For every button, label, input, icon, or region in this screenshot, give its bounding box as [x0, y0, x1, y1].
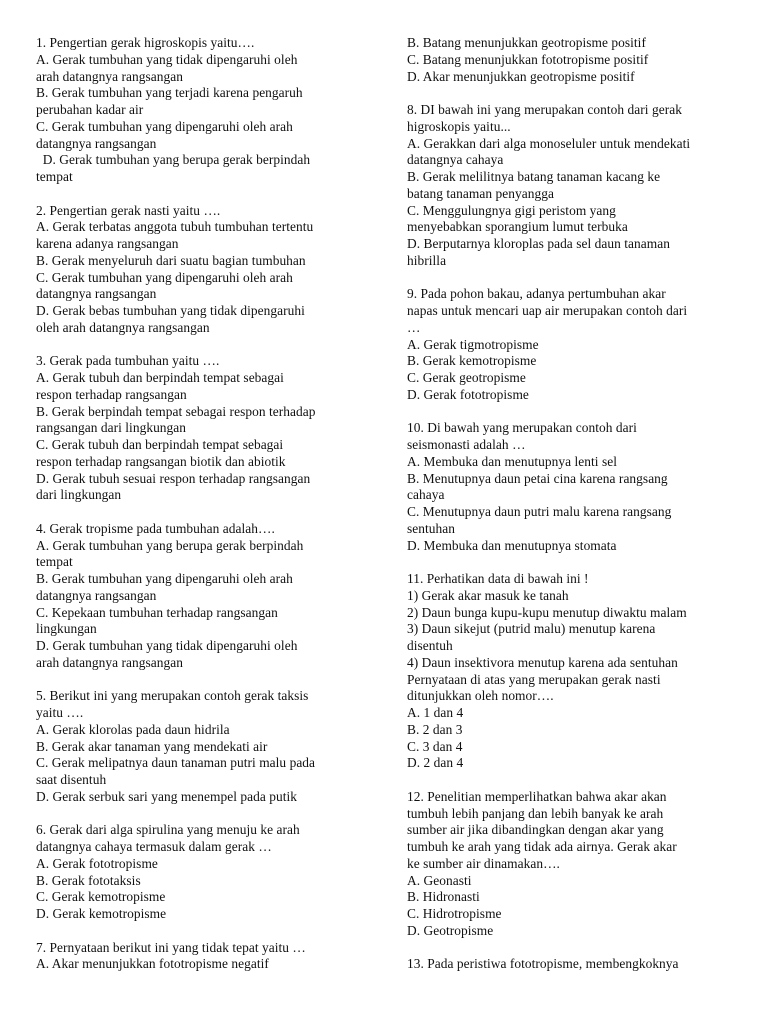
- text-line: datangnya rangsangan: [36, 286, 157, 302]
- paragraph-gap: [407, 940, 737, 957]
- text-line: 7. Pernyataan berikut ini yang tidak tepat yaitu …: [36, 939, 306, 955]
- text-line: tempat: [36, 554, 73, 570]
- text-line: D. Gerak tumbuhan yang berupa gerak berpindah: [36, 152, 311, 168]
- text-line: ke sumber air dinamakan….: [407, 855, 560, 871]
- text-line: karena adanya rangsangan: [36, 236, 179, 251]
- text-line: 10. Di bawah yang merupakan contoh dari: [407, 420, 637, 436]
- text-line: 1) Gerak akar masuk ke tanah: [407, 587, 569, 603]
- text-line: C. Hidrotropisme: [407, 906, 502, 921]
- text-line: A. Gerak klorolas pada daun hidrila: [36, 721, 230, 737]
- right-column: [407, 35, 737, 973]
- text-line: A. Akar menunjukkan fototropisme negatif: [36, 956, 269, 972]
- text-line: A. Gerak tumbuhan yang berupa gerak berpindah: [36, 537, 304, 553]
- text-line: datangnya rangsangan: [36, 135, 157, 151]
- text-line: respon terhadap rangsangan: [36, 386, 187, 402]
- text-line: lingkungan: [36, 621, 97, 637]
- text-line: D. Gerak tumbuhan yang tidak dipengaruhi oleh: [36, 638, 298, 653]
- text-line: C. Gerak tubuh dan berpindah tempat sebagai: [36, 437, 284, 452]
- text-line: ditunjukkan oleh nomor….: [407, 688, 554, 704]
- text-line: C. Batang menunjukkan fototropisme positif: [407, 51, 649, 67]
- text-line: B. Hidronasti: [407, 889, 480, 905]
- text-line: datangnya cahaya termasuk dalam gerak …: [36, 839, 272, 854]
- text-line: B. Gerak berpindah tempat sebagai respon terhadap: [36, 403, 316, 419]
- text-line: 12. Penelitian memperlihatkan bahwa akar akan: [407, 788, 667, 804]
- text-line: C. Menutupnya daun putri malu karena rangsang: [407, 504, 672, 519]
- text-line: yaitu ….: [36, 705, 84, 720]
- text-line: D. Gerak bebas tumbuhan yang tidak dipengaruhi: [36, 303, 305, 318]
- text-line: D. Akar menunjukkan geotropisme positif: [407, 68, 635, 84]
- text-line: C. Gerak melipatnya daun tanaman putri malu pada: [36, 755, 316, 771]
- text-line: dari lingkungan: [36, 487, 122, 503]
- text-line: Pernyataan di atas yang merupakan gerak nasti: [407, 671, 661, 687]
- text-line: A. Membuka dan menutupnya lenti sel: [407, 453, 618, 469]
- text-line: B. Gerak kemotropisme: [407, 353, 537, 369]
- text-line: napas untuk mencari uap air merupakan contoh dari: [407, 303, 688, 318]
- text-line: batang tanaman penyangga: [407, 185, 554, 201]
- text-line: seismonasti adalah …: [407, 437, 526, 452]
- text-line: B. Batang menunjukkan geotropisme positif: [407, 35, 646, 50]
- text-line: A. Gerak tumbuhan yang tidak dipengaruhi oleh: [36, 51, 298, 67]
- text-line: D. Gerak serbuk sari yang menempel pada putik: [36, 788, 298, 804]
- text-line: B. Gerak tumbuhan yang terjadi karena pengaruh: [36, 85, 303, 101]
- text-line: 4) Daun insektivora menutup karena ada sentuhan: [407, 654, 678, 670]
- text-line: B. Gerak menyeluruh dari suatu bagian tumbuhan: [36, 252, 306, 268]
- paragraph-gap: [36, 923, 356, 940]
- text-line: D. Gerak tubuh sesuai respon terhadap rangsangan: [36, 470, 311, 486]
- text-line: higroskopis yaitu...: [407, 118, 511, 134]
- text-line: …: [407, 319, 421, 335]
- text-line: B. Gerak tumbuhan yang dipengaruhi oleh arah: [36, 571, 293, 586]
- text-line: arah datangnya rangsangan: [36, 68, 183, 84]
- text-line: perubahan kadar air: [36, 102, 144, 117]
- text-line: B. Gerak melilitnya batang tanaman kacang ke: [407, 169, 661, 184]
- text-line: 5. Berikut ini yang merupakan contoh gerak taksis: [36, 688, 309, 704]
- paragraph-gap: [407, 772, 737, 789]
- text-line: 2) Daun bunga kupu-kupu menutup diwaktu malam: [407, 604, 687, 620]
- text-line: respon terhadap rangsangan biotik dan abiotik: [36, 453, 286, 469]
- text-line: C. 3 dan 4: [407, 738, 463, 754]
- left-column: [36, 35, 356, 973]
- text-line: datangnya cahaya: [407, 152, 504, 168]
- text-line: 3. Gerak pada tumbuhan yaitu ….: [36, 353, 220, 369]
- paragraph-gap: [36, 186, 356, 203]
- text-line: 1. Pengertian gerak higroskopis yaitu….: [36, 35, 255, 50]
- text-line: D. Berputarnya kloroplas pada sel daun tanaman: [407, 236, 670, 251]
- text-line: C. Menggulungnya gigi peristom yang: [407, 202, 616, 218]
- text-line: saat disentuh: [36, 772, 107, 787]
- text-line: tumbuh ke arah yang tidak ada airnya. Gerak akar: [407, 839, 677, 854]
- text-line: tumbuh lebih panjang dan lebih banyak ke arah: [407, 805, 664, 821]
- text-line: 3) Daun sikejut (putrid malu) menutup karena: [407, 621, 656, 637]
- text-line: C. Gerak geotropisme: [407, 370, 526, 385]
- text-line: datangnya rangsangan: [36, 587, 157, 603]
- paragraph-gap: [407, 270, 737, 287]
- text-line: 11. Perhatikan data di bawah ini !: [407, 571, 589, 586]
- text-line: A. Gerak terbatas anggota tubuh tumbuhan tertentu: [36, 219, 314, 235]
- paragraph-gap: [36, 672, 356, 689]
- paragraph-gap: [36, 504, 356, 521]
- paragraph-gap: [36, 337, 356, 354]
- text-line: B. Menutupnya daun petai cina karena rangsang: [407, 470, 668, 486]
- text-line: rangsangan dari lingkungan: [36, 420, 187, 436]
- text-line: 9. Pada pohon bakau, adanya pertumbuhan akar: [407, 286, 666, 302]
- text-line: 8. DI bawah ini yang merupakan contoh dari gerak: [407, 102, 682, 117]
- text-line: C. Gerak tumbuhan yang dipengaruhi oleh arah: [36, 118, 293, 134]
- text-line: tempat: [36, 169, 73, 184]
- text-line: cahaya: [407, 487, 445, 503]
- text-line: 6. Gerak dari alga spirulina yang menuju ke arah: [36, 822, 300, 838]
- text-line: A. 1 dan 4: [407, 705, 464, 720]
- text-line: A. Gerak tubuh dan berpindah tempat sebagai: [36, 370, 284, 385]
- text-line: C. Kepekaan tumbuhan terhadap rangsangan: [36, 604, 278, 620]
- text-line: B. Gerak fototaksis: [36, 872, 141, 888]
- text-line: D. Membuka dan menutupnya stomata: [407, 537, 617, 553]
- text-line: D. 2 dan 4: [407, 755, 464, 771]
- text-line: D. Geotropisme: [407, 922, 494, 938]
- paragraph-gap: [407, 85, 737, 102]
- text-line: sentuhan: [407, 520, 455, 536]
- text-line: disentuh: [407, 638, 453, 653]
- text-line: D. Gerak kemotropisme: [36, 906, 167, 921]
- text-line: A. Gerak tigmotropisme: [407, 336, 539, 352]
- text-line: arah datangnya rangsangan: [36, 654, 183, 670]
- text-line: sumber air jika dibandingkan dengan akar yang: [407, 822, 664, 838]
- text-line: oleh arah datangnya rangsangan: [36, 319, 210, 335]
- text-line: 2. Pengertian gerak nasti yaitu ….: [36, 202, 221, 218]
- text-line: 13. Pada peristiwa fototropisme, membengkoknya: [407, 956, 679, 972]
- text-line: C. Gerak kemotropisme: [36, 889, 166, 905]
- text-line: menyebabkan sporangium lumut terbuka: [407, 219, 628, 235]
- paragraph-gap: [407, 554, 737, 571]
- text-line: 4. Gerak tropisme pada tumbuhan adalah….: [36, 520, 275, 536]
- text-line: C. Gerak tumbuhan yang dipengaruhi oleh arah: [36, 269, 293, 285]
- text-line: A. Gerak fototropisme: [36, 855, 158, 871]
- text-line: hibrilla: [407, 252, 447, 268]
- text-line: B. Gerak akar tanaman yang mendekati air: [36, 738, 268, 754]
- paragraph-gap: [407, 404, 737, 421]
- text-line: D. Gerak fototropisme: [407, 386, 529, 402]
- text-line: B. 2 dan 3: [407, 721, 463, 737]
- text-line: A. Gerakkan dari alga monoseluler untuk mendekati: [407, 135, 691, 151]
- text-line: A. Geonasti: [407, 872, 472, 888]
- paragraph-gap: [36, 806, 356, 823]
